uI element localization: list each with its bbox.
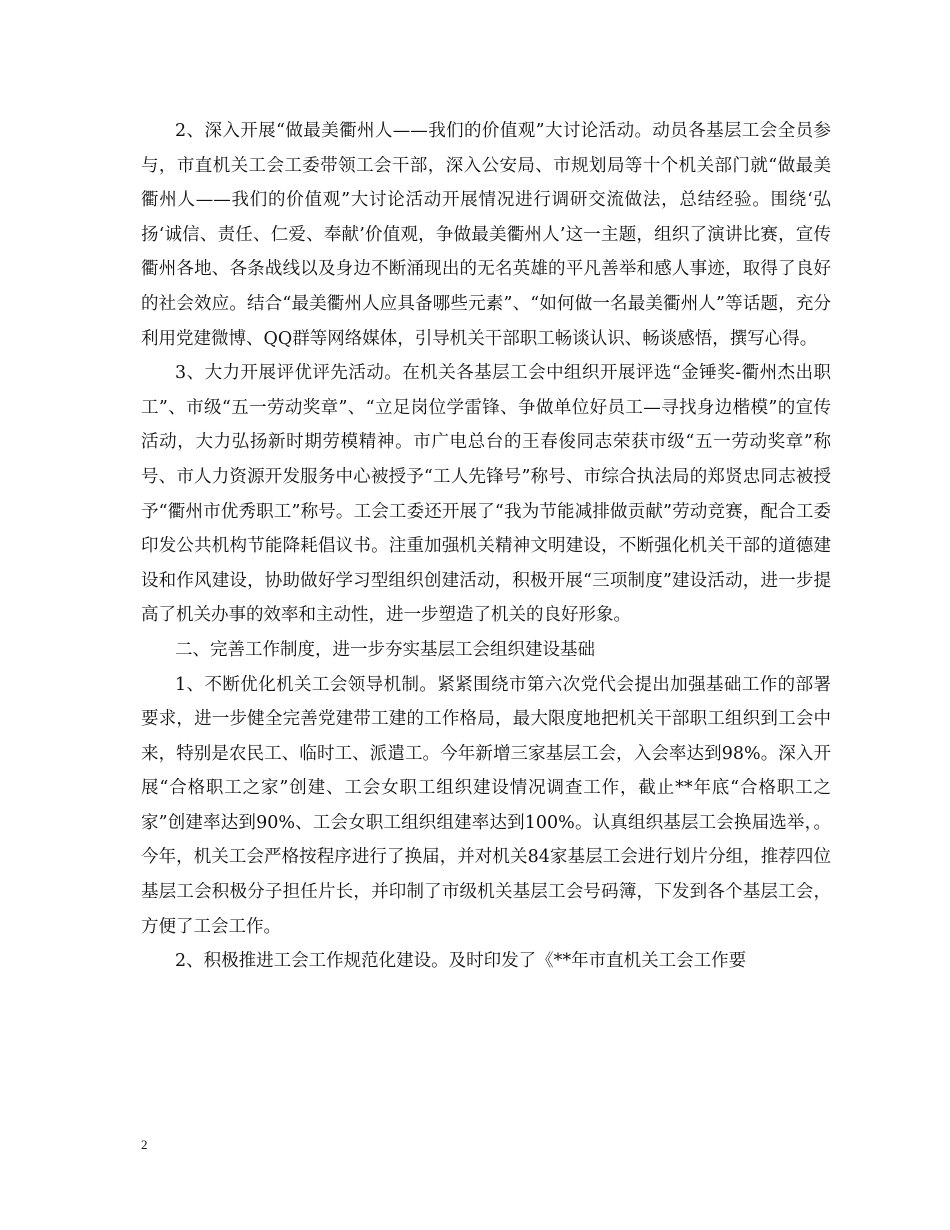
paragraph-leadership-mechanism: 1、不断优化机关工会领导机制。紧紧围绕市第六次党代会提出加强基础工作的部署要求，进一步健全完善党建带工建的工作格局，最大限度地把机关干部职工组织到工会中来，特别是农民工、临时工、派遣工。今年新增三家基层工会，入会率达到98%。深入开展“合格职工之家”创建、工会女职工组织建设情况调查工作，截止**年底“合格职工之家”创建率达到90%、工会女职工组织组建率达到100%。认真组织基层工会换届选举，。今年，机关工会严格按程序进行了换届，并对机关84家基层工会进行划片分组，推荐四位基层工会积极分子担任片长，并印制了市级机关基层工会号码簿，下发到各个基层工会，方便了工会工作。 — [141, 674, 831, 937]
paragraph-awards-activity: 3、大力开展评优评先活动。在机关各基层工会中组织开展评选“金锤奖-衢州杰出职工”、市级“五一劳动奖章”、“立足岗位学雷锋、争做单位好员工—寻找身边楷模”的宣传活动，大力弘扬新时期劳模精神。市广电总台的王春俊同志荣获市级“五一劳动奖章”称号、市人力资源开发服务中心被授予“工人先锋号”称号、市综合执法局的郑贤忠同志被授予“衢州市优秀职工”称号。工会工委还开展了“我为节能减排做贡献”劳动竞赛，配合工委印发公共机构节能降耗倡议书。注重加强机关精神文明建设，不断强化机关干部的道德建设和作风建设，协助做好学习型组织创建活动，积极开展“三项制度”建设活动，进一步提高了机关办事的效率和主动性，进一步塑造了机关的良好形象。 — [141, 363, 831, 626]
paragraph-discussion-activity: 2、深入开展“做最美衢州人——我们的价值观”大讨论活动。动员各基层工会全员参与，市直机关工会工委带领工会干部，深入公安局、市规划局等十个机关部门就“做最美衢州人——我们的价值观”大讨论活动开展情况进行调研交流做法，总结经验。围绕‘弘扬‘诚信、责任、仁爱、奉献’价值观，争做最美衢州人’这一主题，组织了演讲比赛，宣传衢州各地、各条战线以及身边不断涌现出的无名英雄的平凡善举和感人事迹，取得了良好的社会效应。结合“最美衢州人应具备哪些元素”、“如何做一名最美衢州人”等话题，充分利用党建微博、QQ群等网络媒体，引导机关干部职工畅谈认识、畅谈感悟，撰写心得。 — [141, 121, 831, 349]
page-number: 2 — [141, 1137, 148, 1152]
document-body — [141, 114, 831, 979]
paragraph-standardization: 2、积极推进工会工作规范化建设。及时印发了《**年市直机关工会工作要 — [175, 951, 747, 972]
section-heading-work-system: 二、完善工作制度，进一步夯实基层工会组织建设基础 — [175, 639, 595, 660]
